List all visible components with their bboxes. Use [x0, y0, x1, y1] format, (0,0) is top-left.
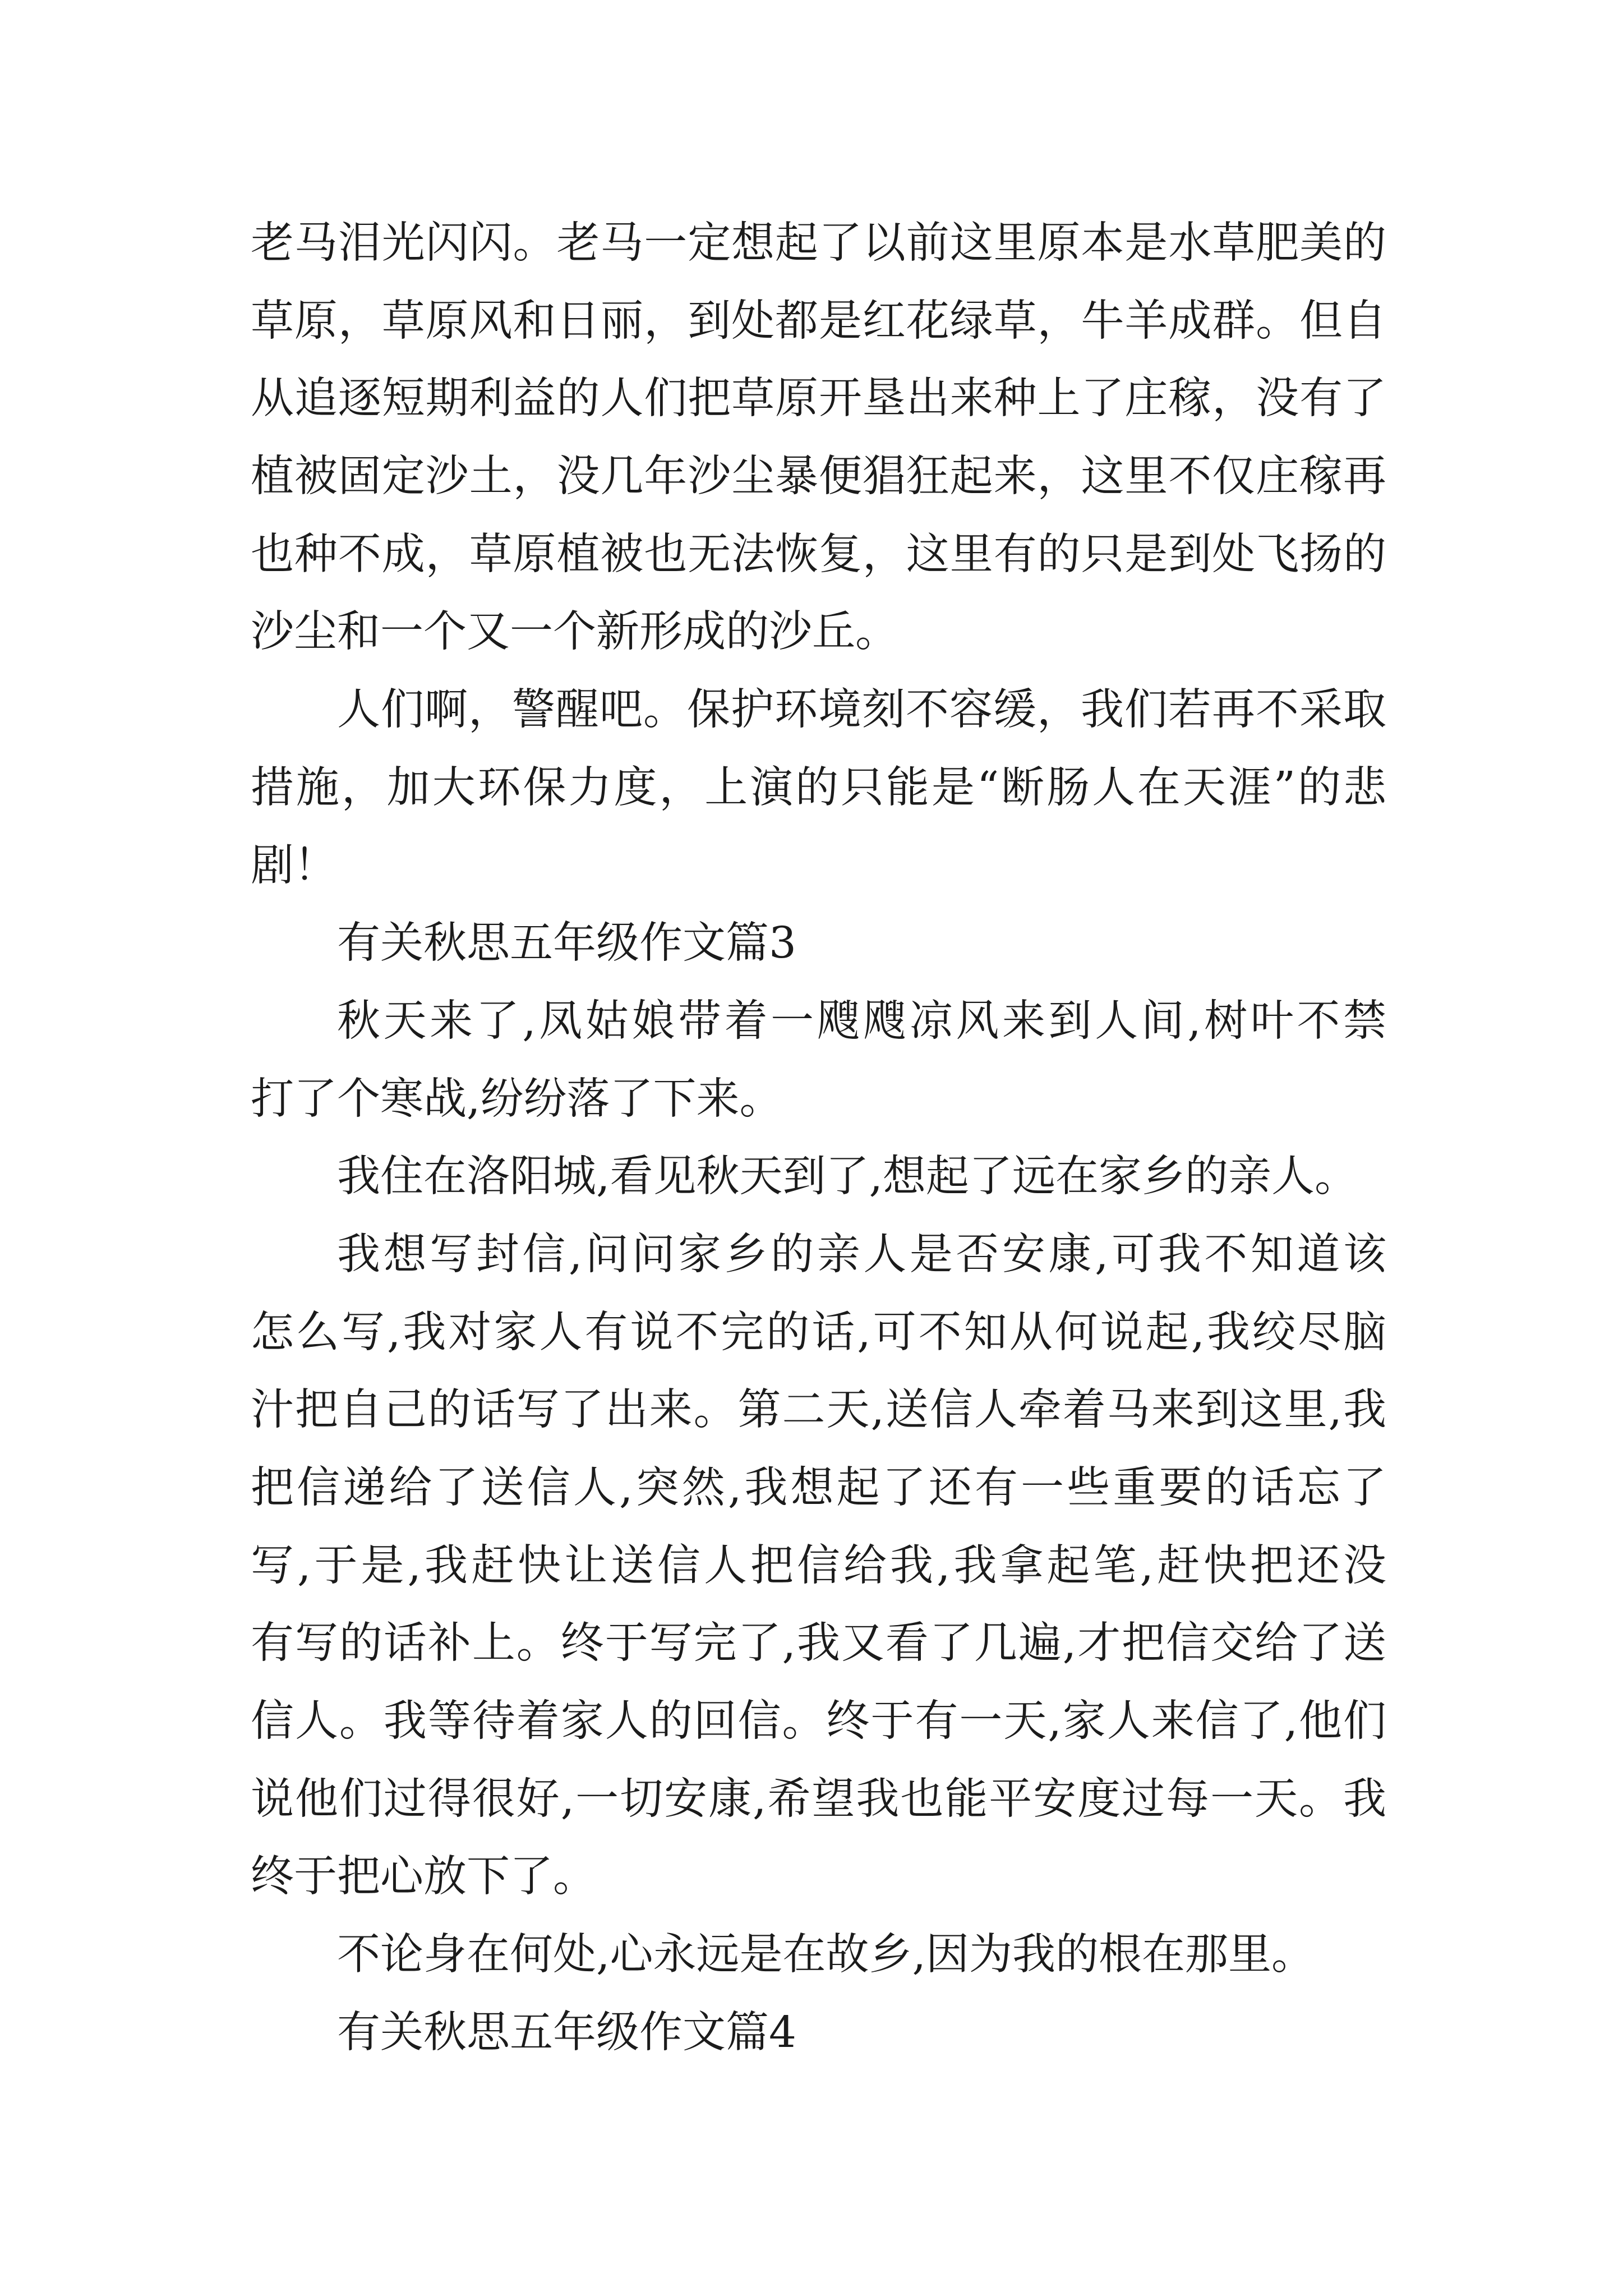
section-heading-text: 有关秋思五年级作文篇4	[337, 2007, 796, 2058]
text-line: 秋天来了,凤姑娘带着一飕飕凉风来到人间,树叶不禁	[337, 996, 1386, 1046]
text-line: 植被固定沙土，没几年沙尘暴便猖狂起来，这里不仅庄稼再	[251, 452, 1386, 502]
text-line: 从追逐短期利益的人们把草原开垦出来种上了庄稼，没有了	[251, 374, 1386, 424]
text-line: 汁把自己的话写了出来。第二天,送信人牵着马来到这里,我	[251, 1385, 1386, 1435]
text-line: 写,于是,我赶快让送信人把信给我,我拿起笔,赶快把还没	[251, 1540, 1386, 1591]
paragraph	[251, 1916, 1386, 1994]
section-heading	[251, 905, 1386, 983]
text-line: 把信递给了送信人,突然,我想起了还有一些重要的话忘了	[251, 1463, 1386, 1513]
paragraph	[251, 1216, 1386, 1916]
text-line: 我想写封信,问问家乡的亲人是否安康,可我不知道该	[337, 1229, 1386, 1280]
text-line: 有写的话补上。终于写完了,我又看了几遍,才把信交给了送	[251, 1618, 1386, 1669]
text-line: 怎么写,我对家人有说不完的话,可不知从何说起,我绞尽脑	[251, 1307, 1386, 1358]
text-line: 措施，加大环保力度，上演的只能是“断肠人在天涯”的悲	[251, 762, 1386, 813]
paragraph	[251, 1138, 1386, 1216]
paragraph	[251, 205, 1386, 671]
text-line: 我住在洛阳城,看见秋天到了,想起了远在家乡的亲人。	[337, 1152, 1358, 1202]
section-heading-text: 有关秋思五年级作文篇3	[337, 918, 796, 969]
section-heading	[251, 1994, 1386, 2072]
document-body	[251, 205, 1386, 2072]
text-line: 不论身在何处,心永远是在故乡,因为我的根在那里。	[337, 1930, 1315, 1980]
text-line: 人们啊，警醒吧。保护环境刻不容缓，我们若再不采取	[337, 685, 1386, 735]
text-line: 也种不成，草原植被也无法恢复，这里有的只是到处飞扬的	[251, 529, 1386, 579]
text-line: 老马泪光闪闪。老马一定想起了以前这里原本是水草肥美的	[251, 218, 1386, 268]
text-line: 终于把心放下了。	[251, 1852, 596, 1902]
text-line: 剧！	[251, 840, 337, 891]
text-line: 沙尘和一个又一个新形成的沙丘。	[251, 607, 898, 657]
text-line: 草原，草原风和日丽，到处都是红花绿草，牛羊成群。但自	[251, 296, 1386, 346]
paragraph	[251, 983, 1386, 1138]
text-line: 信人。我等待着家人的回信。终于有一天,家人来信了,他们	[251, 1696, 1386, 1747]
text-line: 打了个寒战,纷纷落了下来。	[251, 1074, 783, 1124]
paragraph	[251, 671, 1386, 905]
text-line: 说他们过得很好,一切安康,希望我也能平安度过每一天。我	[251, 1774, 1386, 1824]
